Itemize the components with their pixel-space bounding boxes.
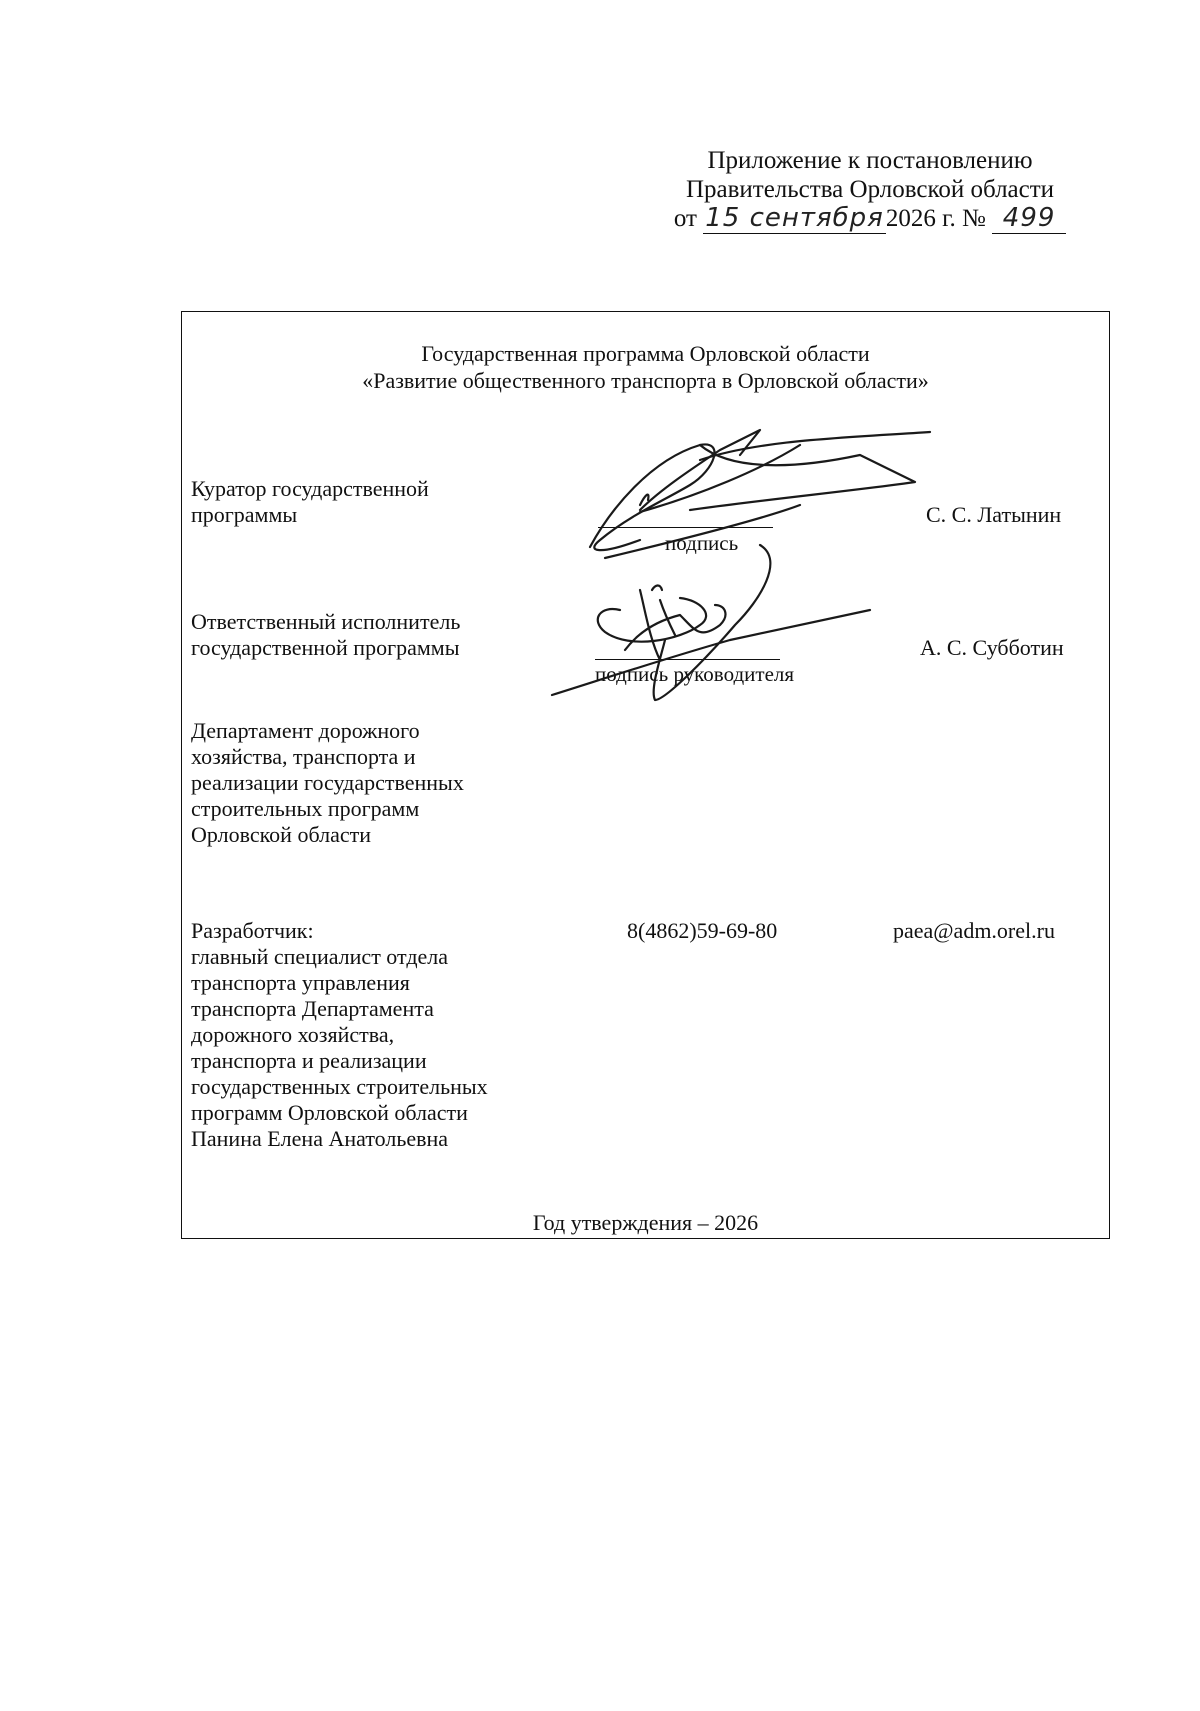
program-title [181,340,1110,394]
curator-name: С. С. Латынин [926,502,1062,527]
curator-signature-caption: подпись [665,531,739,555]
executor-label-line-2: государственной программы [191,635,460,660]
developer-email[interactable]: paea@adm.orel.ru [893,918,1055,943]
department-line: Орловской области [191,822,371,847]
curator-label-line-1: Куратор государственной [191,476,429,501]
approval-year: 2026 г. № [885,205,986,232]
handwritten-number: 499 [1002,203,1056,233]
approval-prefix: от [673,205,697,232]
developer-line: транспорта управления [191,970,410,995]
department-line: Департамент дорожного [191,718,420,743]
program-title-line-2: «Развитие общественного транспорта в Орловской области» [362,368,929,393]
developer-line: Панина Елена Анатольевна [191,1126,449,1151]
developer-line: Разработчик: [191,918,314,943]
approval-line-1: Приложение к постановлению [707,147,1033,174]
executor-name: А. С. Субботин [920,635,1064,660]
department-block [191,718,464,848]
developer-line: программ Орловской области [191,1100,468,1125]
curator-signature-line [598,527,773,528]
curator-label-line-2: программы [191,502,298,527]
approval-date-field [703,204,886,234]
department-line: строительных программ [191,796,420,821]
executor-signature-caption: подпись руководителя [595,662,795,686]
executor-label-line-1: Ответственный исполнитель [191,609,461,634]
program-title-line-1: Государственная программа Орловской области [421,341,870,366]
developer-line: главный специалист отдела [191,944,449,969]
executor-signature-line [595,659,780,660]
curator-label [191,476,429,528]
developer-line: государственных строительных [191,1074,488,1099]
approval-line-3 [660,204,1080,234]
developer-phone: 8(4862)59-69-80 [627,918,778,943]
developer-line: дорожного хозяйства, [191,1022,395,1047]
handwritten-date: 15 сентября [705,203,884,233]
developer-line: транспорта и реализации [191,1048,427,1073]
executor-label [191,609,460,661]
approval-number-field [992,204,1066,234]
approval-line-2: Правительства Орловской области [685,176,1055,203]
developer-block [191,918,488,1152]
department-line: хозяйства, транспорта и [191,744,416,769]
developer-line: транспорта Департамента [191,996,434,1021]
department-line: реализации государственных [191,770,464,795]
approval-year-footer: Год утверждения – 2026 [532,1210,759,1235]
approval-header [660,146,1080,234]
